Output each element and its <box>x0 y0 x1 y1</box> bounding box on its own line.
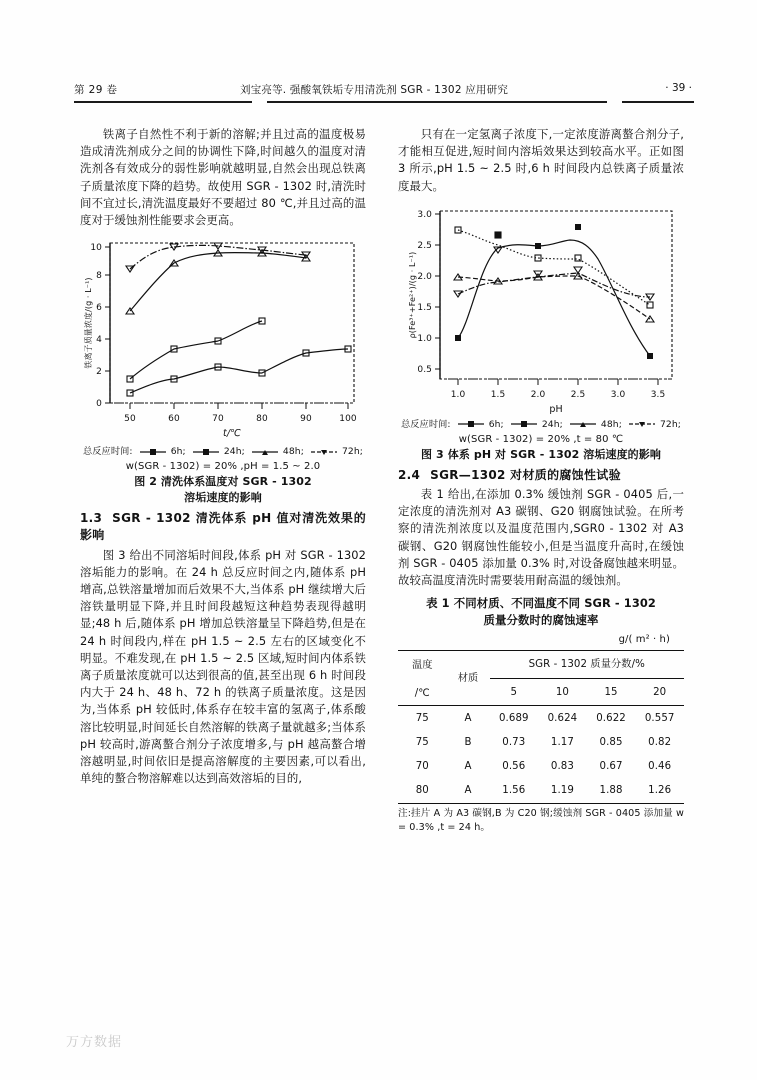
cell-value: 0.557 <box>644 712 675 724</box>
left-paragraph-2: 图 3 给出不同溶垢时间段,体系 pH 对 SGR - 1302 溶垢能力的影响。在 24 h 总反应时间之内,随体系 pH 增高,总铁溶量增加而后效果不大,当体系 pH 继续增大后溶铁量明显下降,并且时间段越短这种趋势表现得越明显;48 h 后,随体系 pH 增加总铁溶量呈下降趋势,但是在 24 h 时间段内,样在 pH 1.5 ~ 2.5 左右的区域变化不明显。不难发现,在 pH 1.5 ~ 2.5 区域,短时间内体系铁离子质量浓度就可以达到很高的值,甚至出现 6 h 时间段内大于 24 h、48 h、72 h 的铁离子质量浓度。这是因为,当体系 pH 较低时,体系存在较丰富的氢离子,体系酸溶比较明显,时间延长自然溶解的铁离子量就越多;当体系 pH 较高时,游离螯合剂分子浓度增多,与 pH 越高螯合增溶越明显,时间依旧是提高溶解度的主要因素,可以看出,单纯的螯合物溶解难以达到高效溶垢的目的, <box>80 547 366 786</box>
figure-3-y-ticks <box>417 210 440 375</box>
legend-swatch-6h-icon <box>140 448 166 456</box>
table-1-header-row-1 <box>398 651 684 678</box>
figure-3-series-6h <box>458 240 650 356</box>
page-number: · 39 · <box>665 82 692 94</box>
table-1-col-temp: 温度 /℃ <box>412 660 433 699</box>
cell-temp: 75 <box>415 712 429 724</box>
legend-swatch-24h-icon <box>511 420 537 428</box>
svg-text:3.0: 3.0 <box>610 389 626 400</box>
svg-text:100: 100 <box>339 414 357 425</box>
figure-3-legend-prefix: 总反应时间: <box>400 418 451 430</box>
svg-text:2.5: 2.5 <box>570 389 586 400</box>
figure-3-legend-item-3: 72h; <box>659 418 681 430</box>
figure-3-chart <box>398 201 684 416</box>
figure-3-series-48h <box>458 276 650 319</box>
legend-swatch-48h-icon <box>570 420 596 428</box>
cell-value: 1.56 <box>502 785 526 797</box>
table-1-subheader-0: 5 <box>510 686 518 698</box>
table-1-subheader-2: 15 <box>604 686 618 698</box>
figure-3-caption: 图 3 体系 pH 对 SGR - 1302 溶垢速度的影响 <box>421 447 661 461</box>
cell-value: 0.85 <box>599 737 623 749</box>
figure-2-legend-item-3: 72h; <box>341 446 363 458</box>
svg-text:1.0: 1.0 <box>417 333 432 344</box>
figure-2-x-axis-label: t/℃ <box>223 428 241 440</box>
table-1-body <box>398 706 684 804</box>
svg-text:60: 60 <box>168 414 180 425</box>
watermark: 万方数据 <box>66 1035 123 1050</box>
table-row <box>398 779 684 804</box>
figure-3-legend <box>398 418 684 432</box>
header-rule-mid <box>267 101 607 103</box>
legend-swatch-6h-icon <box>458 420 484 428</box>
table-1-note: 注:挂片 A 为 A3 碳钢,B 为 C20 钢;缓蚀剂 SGR - 0405 添加量 w = 0.3% ,t = 24 h。 <box>398 808 684 834</box>
legend-swatch-48h-icon <box>252 448 278 456</box>
svg-text:1.5: 1.5 <box>490 389 506 400</box>
cell-temp: 70 <box>415 761 429 773</box>
figure-2-caption-line2: 溶垢速度的影响 <box>184 491 262 505</box>
table-row <box>398 706 684 731</box>
table-1-subheader-3: 20 <box>653 686 667 698</box>
figure-3 <box>398 201 684 463</box>
svg-text:2: 2 <box>96 367 102 378</box>
svg-text:4: 4 <box>96 335 102 346</box>
svg-text:80: 80 <box>256 414 268 425</box>
figure-2-params: w(SGR - 1302) = 20% ,pH = 1.5 ~ 2.0 <box>125 461 321 473</box>
figure-2-legend-item-2: 48h; <box>282 446 304 458</box>
header-rule-right <box>622 101 694 103</box>
figure-2-x-ticks <box>124 403 357 424</box>
legend-swatch-72h-icon <box>629 420 655 428</box>
figure-3-x-axis-label: pH <box>549 403 563 415</box>
table-1-title-line1: 表 1 不同材质、不同温度不同 SGR - 1302 <box>426 596 656 611</box>
figure-2-chart <box>80 235 366 443</box>
svg-text:0: 0 <box>96 399 102 410</box>
figure-2-legend <box>80 445 366 459</box>
table-1 <box>398 650 684 804</box>
svg-text:1.0: 1.0 <box>450 389 466 400</box>
figure-2-legend-item-1: 24h; <box>223 446 245 458</box>
left-column <box>80 126 366 787</box>
figure-2-svg <box>80 235 366 443</box>
figure-2-series-48h <box>130 253 306 311</box>
svg-text:2.5: 2.5 <box>417 240 432 251</box>
figure-3-markers-48h <box>454 273 654 322</box>
table-1-col-material: 材质 <box>457 672 479 684</box>
figure-3-series-72h <box>458 273 650 297</box>
cell-value: 0.622 <box>596 712 626 724</box>
cell-value: 0.689 <box>498 712 529 724</box>
svg-text:8: 8 <box>96 271 102 282</box>
figure-2 <box>80 235 366 506</box>
legend-swatch-24h-icon <box>193 448 219 456</box>
figure-3-legend-item-2: 48h; <box>600 418 622 430</box>
figure-2-caption-line1: 图 2 清洗体系温度对 SGR - 1302 <box>134 475 312 489</box>
running-head-title: 刘宝亮等. 强酸氧铁垢专用清洗剂 SGR - 1302 应用研究 <box>240 84 509 96</box>
cell-temp: 80 <box>415 785 429 797</box>
figure-3-markers-72h <box>454 247 654 300</box>
cell-value: 0.624 <box>547 712 578 724</box>
table-1-group-header: SGR - 1302 质量分数/% <box>490 651 685 678</box>
table-1-subheader-1: 10 <box>555 686 570 698</box>
svg-text:70: 70 <box>212 414 224 425</box>
section-heading-2-4 <box>398 467 684 484</box>
cell-material: A <box>464 785 472 797</box>
table-1-head <box>398 651 684 706</box>
table-1-title-line2: 质量分数时的腐蚀速率 <box>483 613 599 628</box>
header-rule-left <box>74 101 252 103</box>
running-head-volume: 第 29 卷 <box>74 84 118 96</box>
svg-text:10: 10 <box>90 243 102 254</box>
svg-text:1.5: 1.5 <box>417 302 432 313</box>
cell-material: A <box>464 712 472 724</box>
figure-3-legend-item-1: 24h; <box>541 418 563 430</box>
figure-2-y-axis-label: 铁离子质量浓度/(g · L⁻¹) <box>84 277 93 369</box>
figure-3-y-axis-label: ρ(Fe³⁺+Fe²⁺)/(g · L⁻¹) <box>408 251 417 339</box>
svg-text:90: 90 <box>300 414 312 425</box>
figure-3-params: w(SGR - 1302) = 20% ,t = 80 ℃ <box>458 433 624 445</box>
section-1-3-title: SGR - 1302 清洗体系 pH 值对清洗效果的影响 <box>80 511 366 543</box>
right-column <box>398 126 684 835</box>
svg-text:3.5: 3.5 <box>650 389 666 400</box>
figure-2-markers-48h <box>126 250 310 314</box>
cell-value: 1.19 <box>550 785 574 797</box>
cell-value: 1.88 <box>599 785 623 797</box>
figure-2-markers-72h <box>126 243 310 272</box>
right-paragraph-2: 表 1 给出,在添加 0.3% 缓蚀剂 SGR - 0405 后,一定浓度的清洗剂对 A3 碳钢、G20 钢腐蚀试验。在所考察的清洗剂浓度以及温度范围内,SGR0 - 1302 对 A3 碳钢、G20 钢腐蚀性能较小,但是当温度升高时,在缓蚀剂 SGR - 0405 添加量 0.3% 时,对设备腐蚀越来明显。故较高温度清洗时需要装用耐高温的缓蚀剂。 <box>398 487 684 588</box>
table-row <box>398 755 684 779</box>
section-2-4-title: SGR—1302 对材质的腐蚀性试验 <box>430 467 621 482</box>
section-2-4-number: 2.4 <box>398 467 421 482</box>
figure-2-markers-6h <box>127 346 351 396</box>
svg-text:50: 50 <box>124 414 136 425</box>
section-1-3-number: 1.3 <box>80 511 103 526</box>
cell-value: 0.73 <box>502 737 526 749</box>
legend-swatch-72h-icon <box>311 448 337 456</box>
figure-3-series-24h <box>458 230 650 305</box>
figure-3-legend-item-0: 6h; <box>488 418 504 430</box>
running-head <box>62 82 698 112</box>
left-paragraph-1: 铁离子自然性不利于新的溶解;并且过高的温度极易造成清洗剂成分之间的协调性下降,时间越久的温度对清洗剂各有效成分的弱性影响就越明显,自然会出现总铁离子质量浓度下降的趋势。故使用 SGR - 1302 时,清洗时间不宜过长,清洗温度最好不要超过 80 ℃,并且过高的温度对于缓蚀剂性能要求会更高。 <box>80 127 366 228</box>
right-paragraph-1: 只有在一定氢离子浓度下,一定浓度游离螯合剂分子,才能相互促进,短时间内溶垢效果达到较高水平。正如图 3 所示,pH 1.5 ~ 2.5 时,6 h 时间段内总铁离子质量浓度最大。 <box>398 127 684 193</box>
cell-temp: 75 <box>415 737 429 749</box>
svg-text:6: 6 <box>96 303 102 314</box>
cell-value: 1.26 <box>648 785 672 797</box>
section-heading-1-3 <box>80 510 366 544</box>
figure-2-legend-item-0: 6h; <box>170 446 186 458</box>
svg-text:3.0: 3.0 <box>417 209 432 220</box>
table-row <box>398 731 684 755</box>
figure-2-plot-frame <box>110 243 354 403</box>
cell-value: 0.67 <box>599 761 623 773</box>
figure-3-x-ticks <box>451 379 666 400</box>
cell-value: 0.83 <box>550 761 574 773</box>
table-1-unit: g/( m² · h) <box>618 634 670 646</box>
figure-2-y-ticks <box>90 243 110 409</box>
cell-value: 1.17 <box>550 737 574 749</box>
svg-text:2.0: 2.0 <box>417 271 432 282</box>
svg-text:2.0: 2.0 <box>530 389 546 400</box>
cell-value: 0.56 <box>502 761 526 773</box>
cell-value: 0.46 <box>648 761 672 773</box>
cell-material: A <box>464 761 472 773</box>
cell-value: 0.82 <box>648 737 672 749</box>
figure-2-legend-prefix: 总反应时间: <box>82 446 133 458</box>
cell-material: B <box>464 737 472 749</box>
figure-3-svg <box>398 201 684 416</box>
svg-text:0.5: 0.5 <box>417 364 432 375</box>
